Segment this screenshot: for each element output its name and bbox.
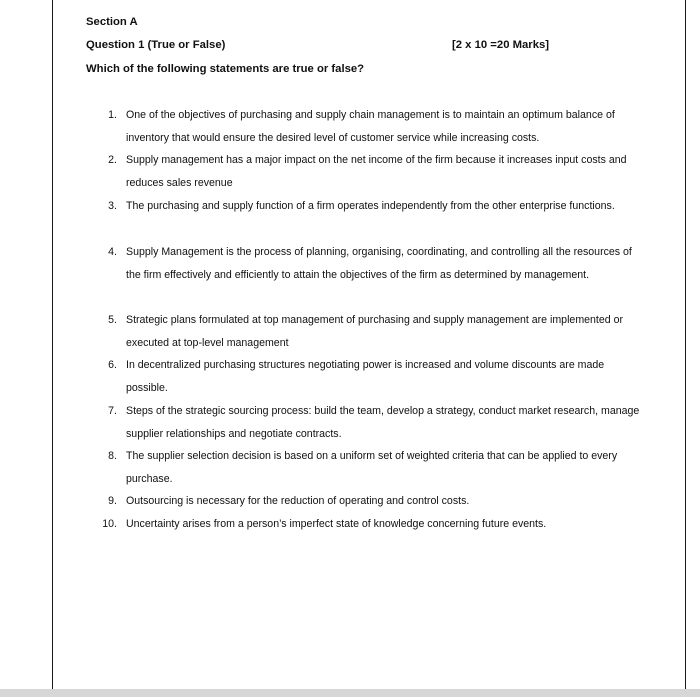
statement-text: In decentralized purchasing structures negotiating power is increased and volume discounts are made possible.	[126, 359, 605, 394]
statement-text: Outsourcing is necessary for the reduction of operating and control costs.	[126, 495, 470, 507]
statement-text: Uncertainty arises from a person’s imperfect state of knowledge concerning future events.	[126, 518, 547, 530]
marks-label: [2 x 10 =20 Marks]	[452, 39, 550, 51]
statement-number: 1.	[108, 109, 117, 121]
section-title: Section A	[86, 16, 138, 28]
statement-number: 7.	[108, 405, 117, 417]
statement-text: Steps of the strategic sourcing process: build the team, develop a strategy, conduct market research, manage supplier relationships and negotiate contracts.	[126, 405, 640, 440]
statement-text: The supplier selection decision is based on a uniform set of weighted criteria that can be applied to every purchase.	[126, 450, 618, 485]
statement-text: The purchasing and supply function of a firm operates independently from the other enterprise functions.	[126, 200, 615, 212]
statement-number: 4.	[108, 246, 117, 258]
statement-number: 3.	[108, 200, 117, 212]
statement-text: Strategic plans formulated at top management of purchasing and supply management are implemented or executed at top-level management	[126, 314, 624, 349]
statement-number: 5.	[108, 314, 117, 326]
page-border-left	[52, 0, 53, 697]
statement-number: 8.	[108, 450, 117, 462]
statement-text: Supply management has a major impact on the net income of the firm because it increases input costs and reduces sales revenue	[126, 154, 627, 189]
page-bottom-shadow	[0, 689, 700, 697]
statement-number: 6.	[108, 359, 117, 371]
page-border-right	[685, 0, 686, 697]
statement-number: 9.	[108, 495, 117, 507]
statement-number: 10.	[102, 518, 117, 530]
question-title: Question 1 (True or False)	[86, 39, 226, 51]
statement-text: Supply Management is the process of planning, organising, coordinating, and controlling all the resources of the firm effectively and efficiently to attain the objectives of the firm as determined by management.	[126, 246, 632, 281]
statement-text: One of the objectives of purchasing and supply chain management is to maintain an optimum balance of inventory that would ensure the desired level of customer service while increasing costs.	[126, 109, 615, 144]
statement-number: 2.	[108, 154, 117, 166]
instruction-text: Which of the following statements are true or false?	[86, 63, 365, 75]
